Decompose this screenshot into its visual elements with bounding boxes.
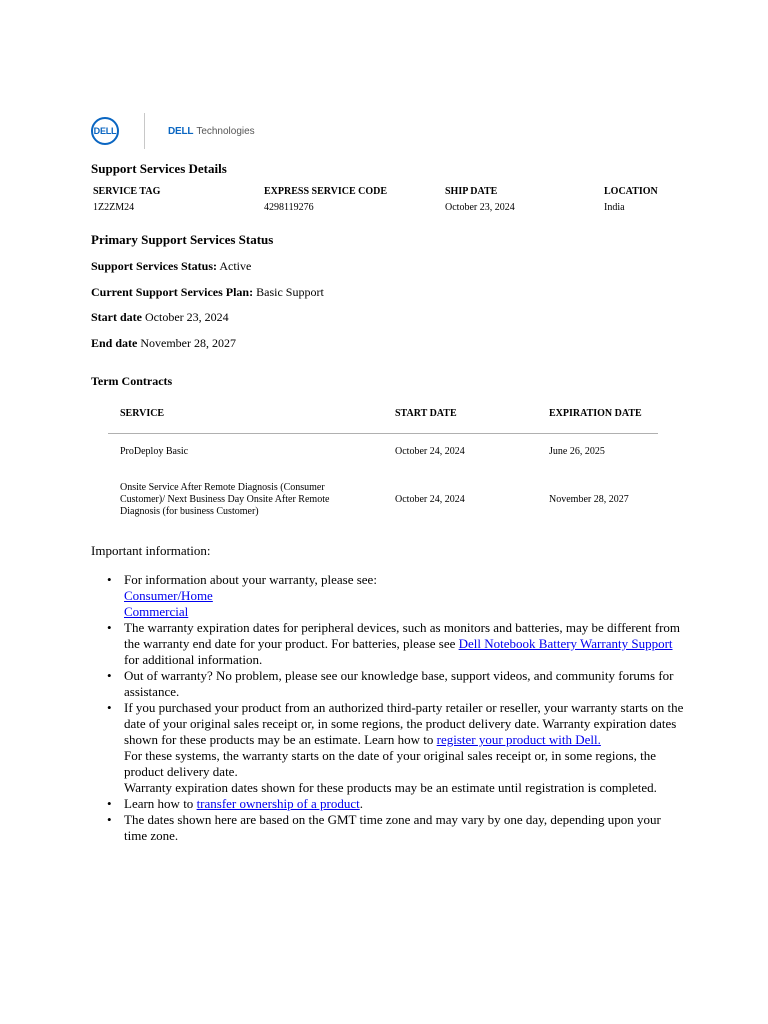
timezone-text: The dates shown here are based on the GMT time zone and may vary by one day, depending upon your time zone. bbox=[124, 812, 661, 843]
service-line: Customer)/ Next Business Day Onsite After Remote bbox=[120, 494, 330, 505]
out-of-warranty-text: Out of warranty? No problem, please see our knowledge base, support videos, and community forums for assistance. bbox=[124, 668, 674, 699]
list-item-out-of-warranty bbox=[124, 668, 684, 700]
service-line: Diagnosis (for business Customer) bbox=[120, 506, 259, 517]
logo-row bbox=[91, 113, 255, 149]
important-list bbox=[124, 572, 684, 844]
location-value: India bbox=[604, 202, 625, 213]
list-item-third-party bbox=[124, 700, 684, 796]
table-row-2-service bbox=[120, 482, 329, 518]
term-contracts-title: Term Contracts bbox=[91, 374, 173, 388]
service-tag-value: 1Z2ZM24 bbox=[93, 202, 135, 213]
third-party-systems-text: For these systems, the warranty starts on the date of your original sales receipt or, in some regions, the product delivery date. bbox=[124, 748, 656, 779]
dell-logo bbox=[91, 117, 119, 145]
important-heading: Important information: bbox=[91, 543, 211, 558]
end-date-value: November 28, 2027 bbox=[140, 336, 237, 350]
start-date-line bbox=[91, 310, 229, 325]
plan-value: Basic Support bbox=[256, 285, 324, 299]
ship-date-label: SHIP DATE bbox=[445, 186, 498, 197]
table-row-1-service bbox=[120, 446, 188, 458]
plan-label: Current Support Services Plan: bbox=[91, 285, 254, 299]
start-date-value: October 23, 2024 bbox=[145, 310, 229, 324]
plan-line bbox=[91, 285, 324, 300]
service-column-header: SERVICE bbox=[120, 408, 165, 419]
end-date-line bbox=[91, 336, 236, 351]
warranty-info-text: For information about your warranty, please see: bbox=[124, 572, 377, 587]
dell-logo-text: DELL bbox=[93, 126, 117, 136]
service-line: ProDeploy Basic bbox=[120, 446, 189, 457]
status-label: Support Services Status: bbox=[91, 259, 218, 273]
location-label: LOCATION bbox=[604, 186, 658, 197]
register-product-link[interactable]: register your product with Dell. bbox=[436, 732, 601, 747]
primary-status-title: Primary Support Services Status bbox=[91, 232, 274, 247]
transfer-text: Learn how to bbox=[124, 796, 197, 811]
tech-logo-suffix: Technologies bbox=[196, 125, 255, 137]
table-row-2-start: October 24, 2024 bbox=[395, 494, 465, 505]
table-divider bbox=[108, 433, 658, 434]
start-date-label: Start date bbox=[91, 310, 142, 324]
list-item-transfer bbox=[124, 796, 684, 812]
service-line: Onsite Service After Remote Diagnosis (Consumer bbox=[120, 482, 325, 493]
list-item-timezone bbox=[124, 812, 684, 844]
peripherals-text: The warranty expiration dates for peripheral devices, such as monitors and batteries, may be different from the warranty end date for your product. For batteries, please see bbox=[124, 620, 681, 651]
service-tag-label: SERVICE TAG bbox=[93, 186, 161, 197]
consumer-home-link[interactable]: Consumer/Home bbox=[124, 588, 213, 603]
express-code-value: 4298119276 bbox=[264, 202, 314, 213]
express-code-label: EXPRESS SERVICE CODE bbox=[264, 186, 388, 197]
logo-divider bbox=[144, 113, 145, 149]
table-row-1-start: October 24, 2024 bbox=[395, 446, 465, 457]
list-item-warranty-info bbox=[124, 572, 684, 620]
list-item-peripherals bbox=[124, 620, 684, 668]
ship-date-value: October 23, 2024 bbox=[445, 202, 515, 213]
peripherals-text-end: for additional information. bbox=[124, 652, 263, 667]
battery-warranty-link[interactable]: Dell Notebook Battery Warranty Support bbox=[458, 636, 673, 651]
status-value: Active bbox=[219, 259, 252, 273]
status-line bbox=[91, 259, 251, 274]
dell-technologies-logo bbox=[168, 126, 255, 137]
third-party-estimate-text: Warranty expiration dates shown for these products may be an estimate until registration is completed. bbox=[124, 780, 657, 795]
transfer-text-end: . bbox=[359, 796, 363, 811]
tech-logo-brand: DELL bbox=[168, 125, 194, 137]
third-party-text: If you purchased your product from an authorized third-party retailer or reseller, your warranty starts on the date of your original sales receipt or, in some regions, the product delivery date. Warranty expiration dates shown for these products may be an estimate. Learn how to bbox=[124, 700, 684, 747]
end-date-label: End date bbox=[91, 336, 138, 350]
commercial-link[interactable]: Commercial bbox=[124, 604, 189, 619]
expiration-date-column-header: EXPIRATION DATE bbox=[549, 408, 642, 419]
table-row-2-expiration: November 28, 2027 bbox=[549, 494, 629, 505]
transfer-ownership-link[interactable]: transfer ownership of a product bbox=[196, 796, 360, 811]
start-date-column-header: START DATE bbox=[395, 408, 457, 419]
table-row-1-expiration: June 26, 2025 bbox=[549, 446, 605, 457]
support-details-title: Support Services Details bbox=[91, 161, 227, 176]
